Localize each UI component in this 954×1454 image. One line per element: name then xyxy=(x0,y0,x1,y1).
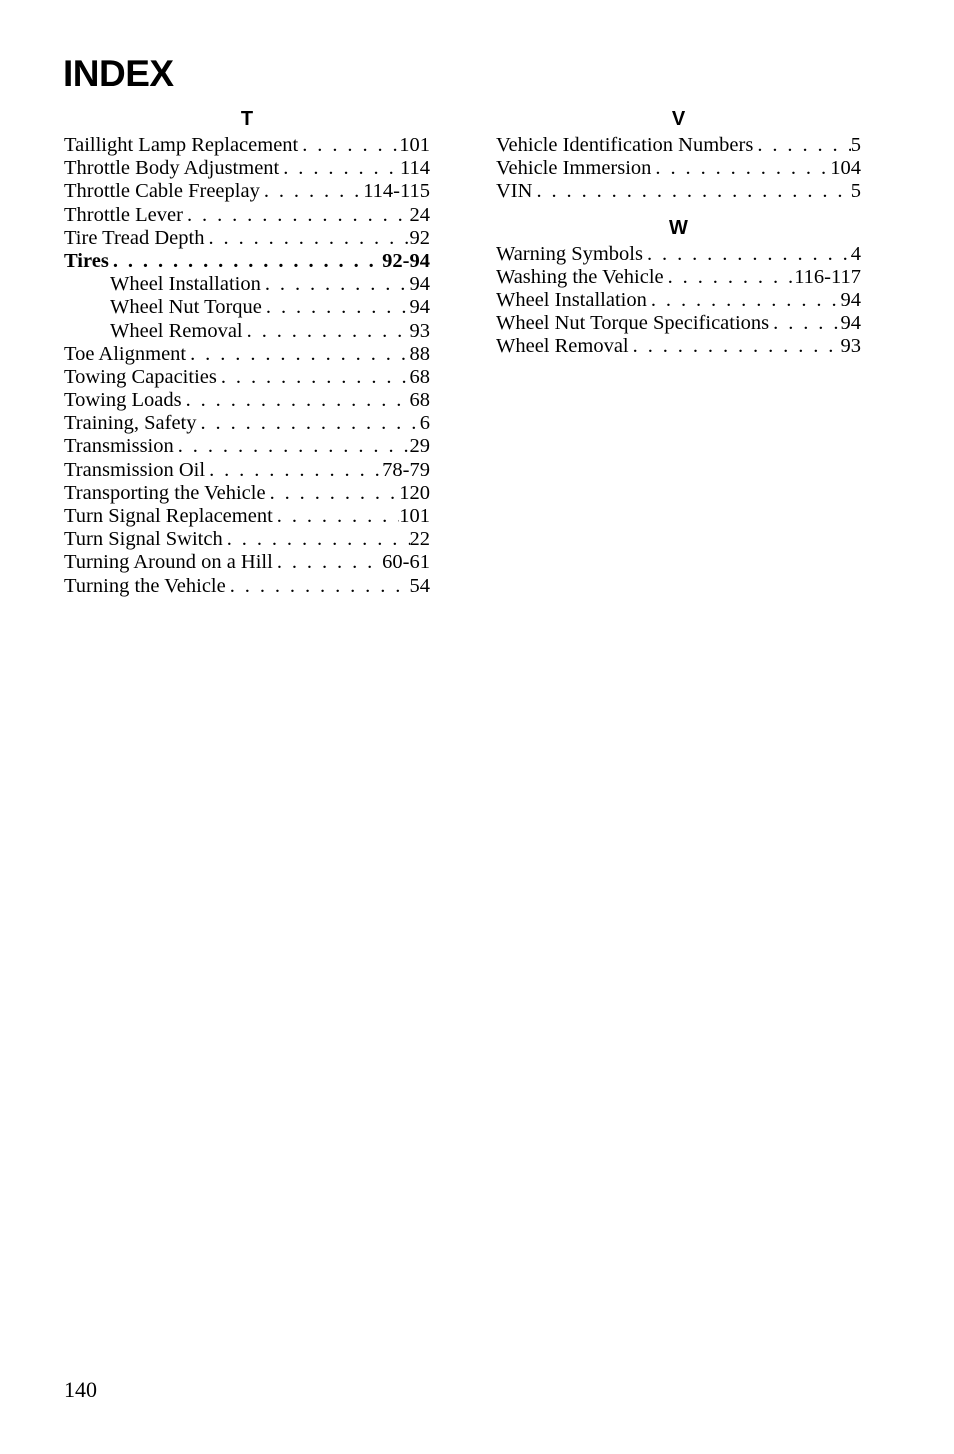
entry-term: Transporting the Vehicle xyxy=(64,481,266,504)
entry-term: Taillight Lamp Replacement xyxy=(64,134,299,156)
index-entry xyxy=(64,180,430,203)
index-entry-main xyxy=(64,250,430,273)
dot-leader xyxy=(262,296,410,319)
entry-term: Throttle Cable Freeplay xyxy=(64,180,260,203)
dot-leader xyxy=(204,227,409,250)
entry-term: Transmission Oil xyxy=(64,458,206,481)
dot-leader xyxy=(769,312,840,335)
dot-leader xyxy=(266,482,400,505)
dot-leader xyxy=(753,134,850,157)
entry-page: 104 xyxy=(830,157,861,180)
entry-page: 88 xyxy=(409,342,430,365)
dot-leader xyxy=(260,180,363,203)
entry-term: Turn Signal Replacement xyxy=(64,505,273,527)
index-entry xyxy=(496,335,861,358)
index-entry xyxy=(64,157,430,180)
entry-page: 94 xyxy=(409,273,430,296)
entry-term: Tires xyxy=(64,249,109,272)
index-entry xyxy=(64,505,430,528)
entry-page: 114 xyxy=(400,157,430,180)
index-entry xyxy=(64,204,430,227)
entry-page: 5 xyxy=(850,180,861,203)
entry-term: Vehicle Identification Numbers xyxy=(496,134,754,156)
dot-leader xyxy=(651,157,830,180)
index-entry xyxy=(64,227,430,250)
index-entry xyxy=(64,366,430,389)
section-letter-w: W xyxy=(669,216,688,239)
index-entry xyxy=(64,459,430,482)
index-entry xyxy=(64,435,430,458)
entry-page: 93 xyxy=(409,319,430,342)
dot-leader xyxy=(186,343,409,366)
entry-term: VIN xyxy=(496,180,533,203)
entry-page: 78-79 xyxy=(382,458,430,481)
entry-term: Throttle Lever xyxy=(64,203,183,226)
entry-page: 92 xyxy=(409,226,430,249)
entry-term: Warning Symbols xyxy=(496,242,643,265)
entry-term: Turning Around on a Hill xyxy=(64,551,273,574)
entry-term: Washing the Vehicle xyxy=(496,265,664,288)
index-entry xyxy=(64,551,430,574)
index-subentry xyxy=(64,320,430,343)
entry-term: Wheel Nut Torque xyxy=(110,296,262,319)
entry-term: Towing Capacities xyxy=(64,365,217,388)
index-subentry xyxy=(64,273,430,296)
entry-page: 29 xyxy=(409,435,430,458)
index-entry xyxy=(64,343,430,366)
dot-leader xyxy=(279,157,400,180)
entry-page: 24 xyxy=(409,203,430,226)
entry-term: Wheel Removal xyxy=(496,335,629,358)
entry-page: 68 xyxy=(409,365,430,388)
entry-term: Wheel Installation xyxy=(110,273,261,296)
entry-term: Wheel Nut Torque Specifications xyxy=(496,312,770,335)
entry-list-w xyxy=(496,243,861,359)
entry-term: Vehicle Immersion xyxy=(496,157,652,180)
index-subentry xyxy=(64,296,430,319)
dot-leader xyxy=(205,459,382,482)
entry-page: 101 xyxy=(399,505,430,527)
section-letter-v: V xyxy=(671,108,686,130)
dot-leader xyxy=(226,575,410,598)
dot-leader xyxy=(223,528,410,551)
entry-page: 94 xyxy=(840,288,861,311)
index-entry xyxy=(64,575,430,598)
dot-leader xyxy=(183,204,410,227)
entry-page: 60-61 xyxy=(382,551,430,574)
index-entry xyxy=(496,157,861,180)
index-entry xyxy=(496,134,861,157)
section-letter-t: T xyxy=(240,108,254,130)
entry-page: 94 xyxy=(840,312,861,335)
dot-leader xyxy=(532,180,850,203)
entry-page: 92-94 xyxy=(382,249,430,272)
entry-page: 116-117 xyxy=(794,265,861,288)
entry-page: 22 xyxy=(409,528,430,551)
index-entry xyxy=(496,266,861,289)
dot-leader xyxy=(261,273,410,296)
entry-term: Toe Alignment xyxy=(64,342,187,365)
index-entry xyxy=(64,389,430,412)
dot-leader xyxy=(273,505,399,528)
index-entry xyxy=(496,289,861,312)
index-entry xyxy=(496,180,861,203)
entry-term: Turn Signal Switch xyxy=(64,528,223,551)
dot-leader xyxy=(182,389,410,412)
index-entry xyxy=(64,482,430,505)
dot-leader xyxy=(243,320,410,343)
dot-leader xyxy=(174,435,410,458)
entry-term: Tire Tread Depth xyxy=(64,226,205,249)
entry-page: 93 xyxy=(840,335,861,358)
index-entry xyxy=(64,134,430,157)
index-entry xyxy=(496,312,861,335)
entry-term: Wheel Installation xyxy=(496,288,647,311)
entry-term: Transmission xyxy=(64,435,174,458)
entry-term: Throttle Body Adjustment xyxy=(64,157,280,180)
entry-page: 120 xyxy=(399,481,430,504)
dot-leader xyxy=(197,412,420,435)
entry-list-v xyxy=(496,134,861,204)
section-spacer xyxy=(496,204,861,213)
entry-page: 68 xyxy=(409,389,430,412)
left-column xyxy=(64,104,430,598)
page-number: 140 xyxy=(64,1377,97,1402)
entry-page: 101 xyxy=(399,134,430,156)
dot-leader xyxy=(647,289,841,312)
entry-page: 114-115 xyxy=(363,180,430,203)
index-entry xyxy=(496,243,861,266)
entry-page: 6 xyxy=(419,412,430,435)
index-entry xyxy=(64,528,430,551)
entry-list-t xyxy=(64,134,430,598)
dot-leader xyxy=(273,551,382,574)
entry-term: Towing Loads xyxy=(64,389,182,412)
dot-leader xyxy=(217,366,410,389)
entry-page: 94 xyxy=(409,296,430,319)
page-title: INDEX xyxy=(63,53,174,94)
right-column xyxy=(496,104,861,359)
dot-leader xyxy=(109,250,382,273)
entry-page: 5 xyxy=(850,134,861,156)
entry-term: Turning the Vehicle xyxy=(64,574,226,597)
dot-leader xyxy=(643,243,851,266)
entry-page: 4 xyxy=(850,242,861,265)
entry-page: 54 xyxy=(409,574,430,597)
entry-term: Training, Safety xyxy=(64,412,197,435)
index-entry xyxy=(64,412,430,435)
dot-leader xyxy=(629,335,841,358)
dot-leader xyxy=(298,134,399,157)
entry-term: Wheel Removal xyxy=(110,319,243,342)
dot-leader xyxy=(664,266,795,289)
